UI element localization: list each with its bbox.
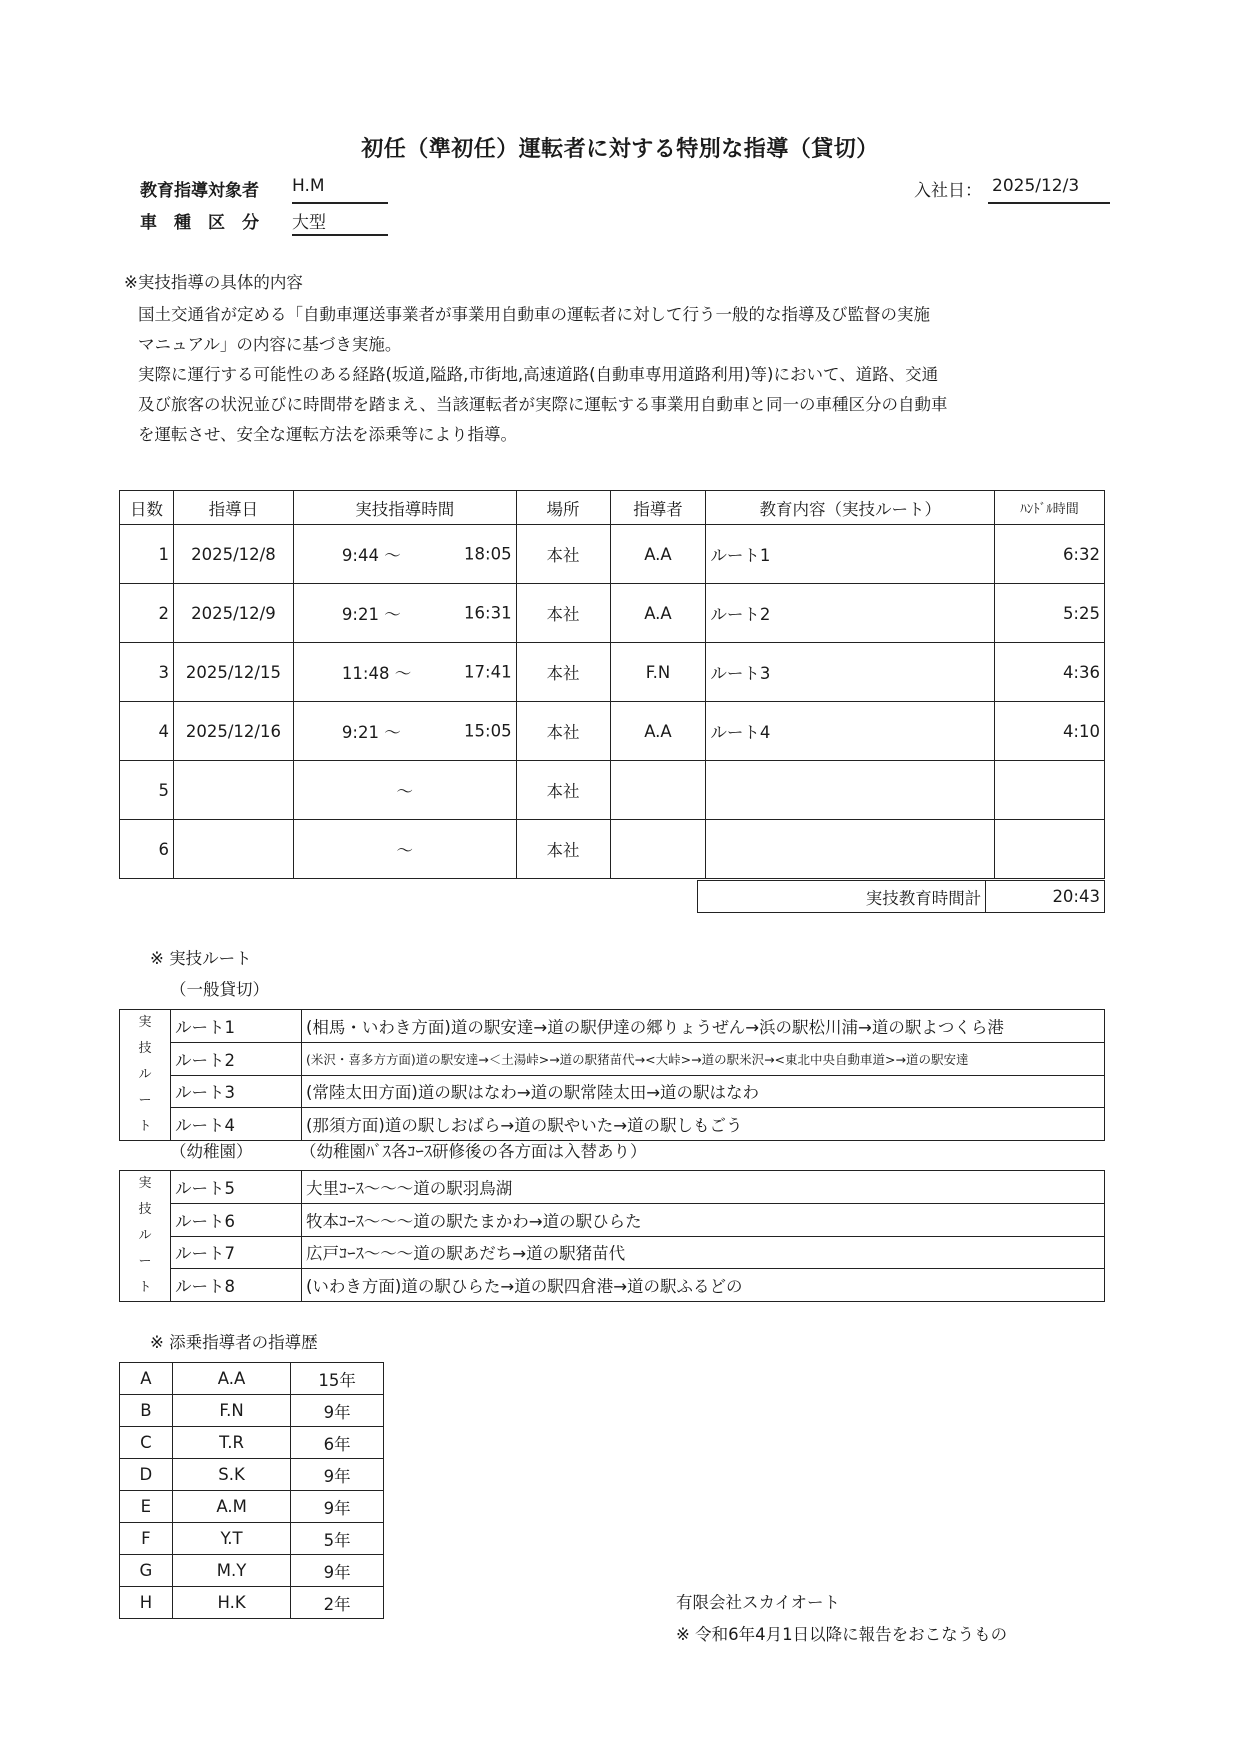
- history-table: [119, 1362, 384, 1619]
- route-name: ルート7: [171, 1236, 302, 1269]
- instructor-cell: A.A: [610, 525, 706, 584]
- schedule-header-row: [120, 491, 1105, 525]
- day-cell: 5: [120, 761, 174, 820]
- date-cell: [173, 820, 293, 879]
- time-cell: [293, 584, 516, 643]
- route-name: ルート2: [171, 1042, 302, 1075]
- name-cell: F.N: [172, 1395, 291, 1427]
- code-cell: D: [120, 1459, 173, 1491]
- instructor-cell: [610, 761, 706, 820]
- route-side-label: 実 技 ル ー ト: [120, 1171, 171, 1302]
- history-row: [120, 1363, 384, 1395]
- handle-time-cell: 6:32: [995, 525, 1105, 584]
- handle-time-cell: 4:10: [995, 702, 1105, 761]
- code-cell: H: [120, 1587, 173, 1619]
- name-cell: S.K: [172, 1459, 291, 1491]
- total-table: [697, 880, 1105, 913]
- trainee-value: H.M: [292, 176, 388, 204]
- route-row: [120, 1269, 1105, 1302]
- join-date-value: 2025/12/3: [988, 176, 1110, 204]
- content-cell: ルート2: [706, 584, 995, 643]
- handle-time-cell: [995, 761, 1105, 820]
- route-name: ルート3: [171, 1075, 302, 1108]
- content-cell: [706, 820, 995, 879]
- table-row: [120, 761, 1105, 820]
- content-body: [138, 300, 1118, 450]
- name-cell: M.Y: [172, 1555, 291, 1587]
- time-separator: ～: [396, 841, 413, 860]
- code-cell: A: [120, 1363, 173, 1395]
- document-title: 初任（準初任）運転者に対する特別な指導（貸切）: [361, 137, 879, 162]
- general-charter-label: （一般貸切）: [170, 980, 269, 999]
- content-heading: ※実技指導の具体的内容: [124, 273, 303, 292]
- table-row: [120, 643, 1105, 702]
- name-cell: Y.T: [172, 1523, 291, 1555]
- content-line: 実際に運行する可能性のある経路(坂道,隘路,市街地,高速道路(自動車専用道路利用)等)において、道路、交通: [138, 365, 939, 384]
- content-line: を運転させ、安全な運転方法を添乗等により指導。: [138, 425, 518, 444]
- time-cell: [293, 820, 516, 879]
- table-row: [120, 525, 1105, 584]
- route-row: [120, 1236, 1105, 1269]
- route-text: 牧本ｺｰｽ～～～道の駅たまかわ→道の駅ひらた: [302, 1203, 1105, 1236]
- place-cell: 本社: [516, 643, 610, 702]
- years-cell: 9年: [291, 1491, 384, 1523]
- history-row: [120, 1555, 384, 1587]
- route-text: (相馬・いわき方面)道の駅安達→道の駅伊達の郷りょうぜん→浜の駅松川浦→道の駅よつくら港: [302, 1010, 1105, 1043]
- instructor-cell: [610, 820, 706, 879]
- day-cell: 3: [120, 643, 174, 702]
- date-cell: 2025/12/8: [173, 525, 293, 584]
- years-cell: 9年: [291, 1459, 384, 1491]
- route-name: ルート1: [171, 1010, 302, 1043]
- name-cell: H.K: [172, 1587, 291, 1619]
- kindergarten-routes-table: [119, 1170, 1105, 1302]
- route-text: (米沢・喜多方方面)道の駅安達→＜土湯峠>→道の駅猪苗代→<大峠>→道の駅米沢→<東北中央自動車道>→道の駅安達: [302, 1042, 1105, 1075]
- header-date: 指導日: [173, 491, 293, 525]
- route-row: [120, 1075, 1105, 1108]
- content-line: 及び旅客の状況並びに時間帯を踏まえ、当該運転者が実際に運転する事業用自動車と同一の車種区分の自動車: [138, 395, 948, 414]
- header-time: 実技指導時間: [293, 491, 516, 525]
- day-cell: 1: [120, 525, 174, 584]
- schedule-table: [119, 490, 1105, 879]
- end-time: 15:05: [464, 721, 512, 741]
- place-cell: 本社: [516, 820, 610, 879]
- header-day: 日数: [120, 491, 174, 525]
- place-cell: 本社: [516, 761, 610, 820]
- header-place: 場所: [516, 491, 610, 525]
- content-line: 国土交通省が定める「自動車運送事業者が事業用自動車の運転者に対して行う一般的な指導及び監督の実施: [138, 305, 930, 324]
- vehicle-type-value: 大型: [292, 208, 388, 236]
- header-handle-time: ﾊﾝﾄﾞﾙ時間: [995, 491, 1105, 525]
- kindergarten-note: （幼稚園ﾊﾞｽ各ｺｰｽ研修後の各方面は入替あり）: [300, 1142, 647, 1161]
- date-cell: 2025/12/15: [173, 643, 293, 702]
- handle-time-cell: [995, 820, 1105, 879]
- history-heading: ※ 添乗指導者の指導歴: [150, 1333, 318, 1352]
- route-text: 大里ｺｰｽ～～～道の駅羽鳥湖: [302, 1171, 1105, 1204]
- start-time: 9:21 ～: [341, 605, 401, 624]
- history-row: [120, 1587, 384, 1619]
- table-row: [120, 702, 1105, 761]
- table-row: [120, 820, 1105, 879]
- route-row: [120, 1010, 1105, 1043]
- history-row: [120, 1459, 384, 1491]
- code-cell: E: [120, 1491, 173, 1523]
- time-separator: ～: [396, 782, 413, 801]
- content-cell: ルート1: [706, 525, 995, 584]
- time-cell: [293, 702, 516, 761]
- history-row: [120, 1427, 384, 1459]
- years-cell: 2年: [291, 1587, 384, 1619]
- years-cell: 9年: [291, 1555, 384, 1587]
- routes-heading: ※ 実技ルート: [150, 949, 252, 968]
- start-time: 11:48 ～: [341, 664, 412, 683]
- day-cell: 6: [120, 820, 174, 879]
- route-name: ルート6: [171, 1203, 302, 1236]
- route-row: [120, 1171, 1105, 1204]
- total-label: 実技教育時間計: [698, 881, 986, 913]
- route-row: [120, 1042, 1105, 1075]
- instructor-cell: F.N: [610, 643, 706, 702]
- code-cell: F: [120, 1523, 173, 1555]
- code-cell: C: [120, 1427, 173, 1459]
- kindergarten-label: （幼稚園）: [170, 1142, 253, 1161]
- place-cell: 本社: [516, 525, 610, 584]
- header-content: 教育内容（実技ルート）: [706, 491, 995, 525]
- history-row: [120, 1523, 384, 1555]
- years-cell: 6年: [291, 1427, 384, 1459]
- route-text: (那須方面)道の駅しおばら→道の駅やいた→道の駅しもごう: [302, 1108, 1105, 1141]
- content-cell: ルート3: [706, 643, 995, 702]
- footer-note: ※ 令和6年4月1日以降に報告をおこなうもの: [676, 1625, 1008, 1644]
- join-date-label: 入社日：: [914, 181, 982, 201]
- route-name: ルート8: [171, 1269, 302, 1302]
- general-routes-table: [119, 1009, 1105, 1141]
- header-instructor: 指導者: [610, 491, 706, 525]
- content-cell: ルート4: [706, 702, 995, 761]
- code-cell: B: [120, 1395, 173, 1427]
- handle-time-cell: 4:36: [995, 643, 1105, 702]
- years-cell: 15年: [291, 1363, 384, 1395]
- end-time: 17:41: [464, 662, 512, 682]
- years-cell: 9年: [291, 1395, 384, 1427]
- history-row: [120, 1395, 384, 1427]
- table-row: [120, 584, 1105, 643]
- instructor-cell: A.A: [610, 702, 706, 761]
- route-text: (いわき方面)道の駅ひらた→道の駅四倉港→道の駅ふるどの: [302, 1269, 1105, 1302]
- end-time: 18:05: [464, 544, 512, 564]
- date-cell: 2025/12/9: [173, 584, 293, 643]
- handle-time-cell: 5:25: [995, 584, 1105, 643]
- name-cell: A.M: [172, 1491, 291, 1523]
- years-cell: 5年: [291, 1523, 384, 1555]
- place-cell: 本社: [516, 702, 610, 761]
- day-cell: 4: [120, 702, 174, 761]
- route-row: [120, 1203, 1105, 1236]
- route-side-label: 実 技 ル ー ト: [120, 1010, 171, 1141]
- total-value: 20:43: [986, 881, 1105, 913]
- time-cell: [293, 643, 516, 702]
- company-name: 有限会社スカイオート: [676, 1593, 841, 1612]
- history-row: [120, 1491, 384, 1523]
- time-cell: [293, 525, 516, 584]
- content-line: マニュアル」の内容に基づき実施。: [138, 335, 402, 354]
- trainee-label: 教育指導対象者: [140, 181, 259, 201]
- start-time: 9:44 ～: [341, 546, 401, 565]
- content-cell: [706, 761, 995, 820]
- name-cell: A.A: [172, 1363, 291, 1395]
- name-cell: T.R: [172, 1427, 291, 1459]
- day-cell: 2: [120, 584, 174, 643]
- date-cell: 2025/12/16: [173, 702, 293, 761]
- route-name: ルート4: [171, 1108, 302, 1141]
- place-cell: 本社: [516, 584, 610, 643]
- date-cell: [173, 761, 293, 820]
- start-time: 9:21 ～: [341, 723, 401, 742]
- route-text: (常陸太田方面)道の駅はなわ→道の駅常陸太田→道の駅はなわ: [302, 1075, 1105, 1108]
- time-cell: [293, 761, 516, 820]
- vehicle-type-label: 車 種 区 分: [140, 213, 259, 233]
- route-text: 広戸ｺｰｽ～～～道の駅あだち→道の駅猪苗代: [302, 1236, 1105, 1269]
- route-name: ルート5: [171, 1171, 302, 1204]
- code-cell: G: [120, 1555, 173, 1587]
- end-time: 16:31: [464, 603, 512, 623]
- total-row: [698, 881, 1105, 913]
- instructor-cell: A.A: [610, 584, 706, 643]
- route-row: [120, 1108, 1105, 1141]
